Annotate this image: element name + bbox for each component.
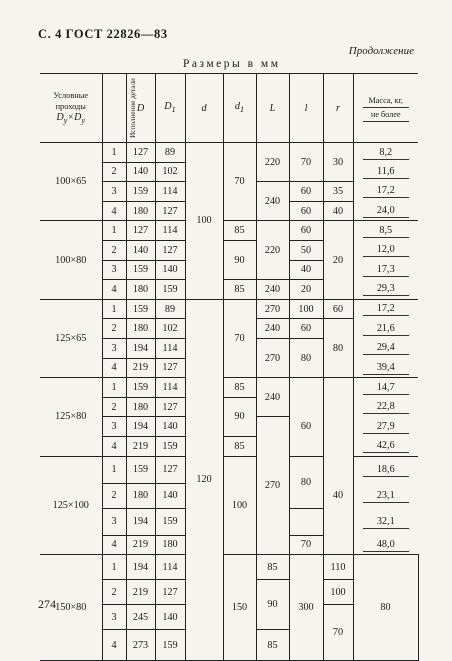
D-cell: 219 [126,580,155,605]
mass-cell: 8,2 [353,143,418,163]
l-cell: 20 [289,280,323,300]
D1-cell: 89 [155,143,185,163]
D-cell: 219 [126,535,155,555]
l-cell: 100 [289,299,323,319]
d1-cell: 90 [223,240,256,279]
execution-cell: 4 [102,280,126,300]
D-cell: 140 [126,240,155,260]
D-cell: 140 [126,162,155,182]
D1-cell: 159 [155,630,185,661]
execution-cell: 4 [102,436,126,456]
D-cell: 180 [126,201,155,221]
table-row [40,143,418,163]
mass-cell: 11,6 [353,162,418,182]
mass-cell: 18,6 [353,456,418,483]
mass-cell: 29,3 [353,280,418,300]
execution-cell: 4 [102,630,126,661]
D1-cell: 127 [155,201,185,221]
d1-cell: 90 [256,580,289,630]
L-cell: 240 [256,182,289,221]
header-D1: $D_1$ [155,74,185,143]
mass-cell: 22,8 [353,397,418,417]
d-cell: 150 [223,555,256,661]
execution-cell: 1 [102,555,126,580]
nominal-bore-cell: 100×65 [40,143,102,221]
d1-cell: 85 [223,378,256,398]
l-cell: 60 [289,397,323,456]
l-cell: 60 [289,319,323,339]
D1-cell: 159 [155,280,185,300]
D-cell: 127 [126,143,155,163]
D1-cell: 127 [155,358,185,378]
mass-cell: 17,2 [353,182,418,202]
D-cell: 127 [126,221,155,241]
d1-cell: 85 [223,221,256,241]
header-r: r [323,74,353,143]
d-cell: 100 [185,143,223,300]
header-d1: $d_1$ [223,74,256,143]
l-cell: 70 [289,143,323,182]
mass-cell: 29,4 [353,338,418,358]
D-cell: 245 [126,605,155,630]
L-cell: 270 [256,417,289,555]
dimensions-table [40,73,418,661]
r-cell [323,378,353,437]
mass-cell: 42,6 [353,436,418,456]
L-cell: 300 [289,555,323,661]
r-cell: 35 [323,182,353,202]
execution-cell: 3 [102,182,126,202]
table-row [40,456,418,483]
D1-cell: 102 [155,319,185,339]
d1-cell: 85 [223,436,256,456]
D-cell: 159 [126,299,155,319]
L-cell: 270 [256,338,289,377]
l-cell: 40 [289,260,323,280]
l-cell [289,508,323,535]
d1-cell: 85 [256,630,289,661]
D-cell: 180 [126,280,155,300]
r-cell: 40 [323,201,353,221]
D-cell: 219 [126,436,155,456]
l-cell: 110 [323,555,353,580]
execution-cell: 1 [102,456,126,483]
header-execution: Исполнение детали [102,74,126,143]
r-cell: 40 [323,436,353,554]
l-cell: 60 [289,221,323,241]
execution-cell: 1 [102,299,126,319]
D-cell: 194 [126,417,155,437]
mass-cell: 8,5 [353,221,418,241]
nominal-bore-cell: 125×100 [40,456,102,555]
l-cell: 80 [289,456,323,508]
D1-cell: 114 [155,555,185,580]
L-cell: 240 [256,319,289,339]
nominal-bore-cell: 150×80 [40,555,102,661]
D-cell: 159 [126,378,155,398]
execution-cell: 1 [102,143,126,163]
D-cell: 180 [126,483,155,508]
execution-cell: 2 [102,162,126,182]
D1-cell: 114 [155,338,185,358]
l-cell: 70 [323,605,353,661]
execution-cell: 4 [102,358,126,378]
d1-cell: 70 [223,299,256,377]
D-cell: 180 [126,397,155,417]
D-cell: 194 [126,508,155,535]
l-cell [289,378,323,398]
execution-cell: 1 [102,378,126,398]
l-cell: 50 [289,240,323,260]
table-row [40,378,418,398]
execution-cell: 4 [102,535,126,555]
d1-cell: 90 [223,397,256,436]
D-cell: 159 [126,182,155,202]
D1-cell: 114 [155,182,185,202]
execution-cell: 3 [102,260,126,280]
D1-cell: 102 [155,162,185,182]
mass-cell: 23,1 [353,483,418,508]
mass-cell: 14,7 [353,378,418,398]
L-cell: 220 [256,143,289,182]
D1-cell: 127 [155,580,185,605]
page-number: 274 [38,597,56,611]
mass-cell: 24,0 [353,201,418,221]
page-header: С. 4 ГОСТ 22826—83 [38,27,168,41]
D1-cell: 127 [155,397,185,417]
nominal-bore-cell: 125×65 [40,299,102,377]
mass-cell: 48,0 [353,535,418,555]
mass-cell: 21,6 [353,319,418,339]
nominal-bore-cell: 100×80 [40,221,102,299]
mass-cell: 32,1 [353,508,418,535]
mass-cell: 27,9 [353,417,418,437]
D-cell: 159 [126,456,155,483]
header-mass: Масса, кг, не более [353,74,418,143]
L-cell: 220 [256,221,289,280]
execution-cell: 2 [102,397,126,417]
table-row [40,221,418,241]
header-L: L [256,74,289,143]
mass-cell: 39,4 [353,358,418,378]
D-cell: 159 [126,260,155,280]
D1-cell: 127 [155,456,185,483]
execution-cell: 2 [102,240,126,260]
execution-cell: 2 [102,319,126,339]
mass-cell: 17,3 [353,260,418,280]
d1-cell: 100 [223,456,256,555]
r-cell: 80 [353,555,418,661]
table-row [40,299,418,319]
D-cell: 180 [126,319,155,339]
header-d: d [185,74,223,143]
sizes-title: Размеры в мм [183,58,281,70]
table-row [40,555,418,580]
execution-cell: 3 [102,338,126,358]
r-cell: 80 [323,319,353,378]
D1-cell: 140 [155,417,185,437]
D1-cell: 159 [155,436,185,456]
r-cell: 30 [323,143,353,182]
l-cell: 60 [289,182,323,202]
execution-cell: 4 [102,201,126,221]
L-cell: 270 [256,299,289,319]
l-cell: 60 [289,201,323,221]
D1-cell: 159 [155,508,185,535]
D-cell: 194 [126,338,155,358]
d1-cell: 70 [223,143,256,221]
l-cell: 70 [289,535,323,555]
execution-cell: 2 [102,483,126,508]
D1-cell: 140 [155,260,185,280]
L-cell: 240 [256,378,289,417]
D1-cell: 114 [155,221,185,241]
l-cell: 100 [323,580,353,605]
D1-cell: 114 [155,378,185,398]
d1-cell: 85 [256,555,289,580]
header-D: D [126,74,155,143]
D-cell: 273 [126,630,155,661]
execution-cell: 3 [102,508,126,535]
d1-cell: 85 [223,280,256,300]
r-cell: 60 [323,299,353,319]
D1-cell: 89 [155,299,185,319]
l-cell: 80 [289,338,323,377]
d-cell: 120 [185,299,223,660]
D-cell: 219 [126,358,155,378]
execution-cell: 3 [102,417,126,437]
execution-cell: 2 [102,580,126,605]
execution-cell: 3 [102,605,126,630]
D1-cell: 180 [155,535,185,555]
header-nominal-bore: Условные проходы $D_y\times D_y$ [40,74,102,143]
execution-cell: 1 [102,221,126,241]
L-cell: 240 [256,280,289,300]
D1-cell: 127 [155,240,185,260]
mass-cell: 17,2 [353,299,418,319]
D1-cell: 140 [155,605,185,630]
r-cell: 20 [323,221,353,299]
mass-cell: 12,0 [353,240,418,260]
D-cell: 194 [126,555,155,580]
continuation-label: Продолжение [348,45,414,57]
nominal-bore-cell: 125×80 [40,378,102,456]
D1-cell: 140 [155,483,185,508]
header-l: l [289,74,323,143]
